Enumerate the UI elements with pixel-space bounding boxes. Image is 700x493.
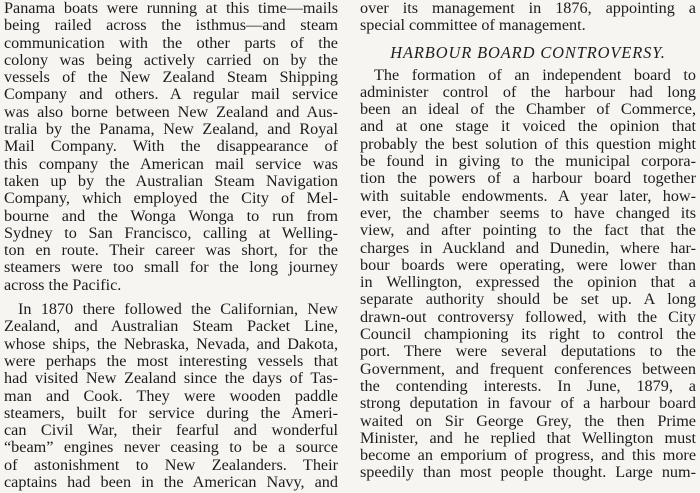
text-line: Panama boats were running at this time—mails [4,0,338,17]
text-line: with suitable endowments. A year later, how- [360,186,696,205]
text-line: Sydney to San Francisco, calling at Welling- [4,223,338,242]
text-line: man and Cook. They were wooden paddle [4,386,338,405]
text-line: drawn-out controversy followed, with the City [360,307,696,326]
left-column [4,0,338,491]
text-line: in Wellington, expressed the opinion that a [360,273,696,292]
text-line: bourne and the Wonga Wonga to run from [4,206,338,225]
text-line: had visited New Zealand since the days of Tas- [4,369,338,388]
text-line: taken up by the Australian Steam Navigation [4,171,338,190]
text-line: administer control of the harbour had long [360,82,696,101]
text-line: tion the powers of a harbour board together [360,169,696,188]
paragraph [360,67,696,482]
text-line: bour boards were operating, were lower than [360,255,696,274]
text-line: Zealand, and Australian Steam Packet Line, [4,317,338,336]
paragraph [4,0,338,294]
text-line: this company the American mail service was [4,154,338,173]
text-line: colony was being actively carried on by the [4,50,338,69]
text-line: were perhaps the most interesting vessels that [4,351,338,370]
text-line: was also borne between New Zealand and Aus- [4,102,338,121]
text-line: The formation of an independent board to [374,65,696,84]
text-line: waited on Sir George Grey, the then Prime [360,411,696,430]
text-line: Company, which employed the City of Mel- [4,189,338,208]
text-line: view, and after pointing to the fact that the [360,221,696,240]
text-line: captains had been in the American Navy, and [4,473,338,492]
text-line: over its management in 1876, appointing a [360,0,696,17]
text-line: probably the best solution of this question might [360,134,696,153]
text-line: be found in giving to the municipal corpora- [360,152,696,171]
text-line: special committee of management. [360,16,586,35]
text-line: port. There were several deputations to the [360,342,696,361]
text-line: strong deputation in favour of a harbour board [360,394,696,413]
text-line: become an emporium of progress, and this more [360,446,696,465]
text-line: ever, the chamber seems to have changed its [360,203,696,222]
text-line: Company and others. A regular mail service [4,85,338,104]
paragraph [4,301,338,491]
text-line: steamers, built for service during the Ameri- [4,403,338,422]
text-line: communication with the other parts of the [4,33,338,52]
text-line: can Civil War, their fearful and wonderful [4,421,338,440]
text-line: steamers were too small for the long journey [4,258,338,277]
text-line: Minister, and he replied that Wellington must [360,428,696,447]
text-line: whose ships, the Nebraska, Nevada, and Dakota, [4,334,338,353]
text-line: Council championing its right to control the [360,325,696,344]
text-line: of astonishment to New Zealanders. Their [4,455,338,474]
right-column [360,0,696,482]
text-line: tralia by the Panama, New Zealand, and Royal [4,120,338,139]
section-heading: HARBOUR BOARD CONTROVERSY. [390,42,666,62]
text-line: ton en route. Their career was short, for the [4,241,338,260]
text-line: the contending interests. In June, 1879, a [360,376,696,395]
text-line: speedily than most people thought. Large num- [360,463,696,482]
paragraph [360,0,696,35]
text-line: and at one stage it voiced the opinion that [360,117,696,136]
text-line: been an ideal of the Chamber of Commerce, [360,100,696,119]
text-line: charges in Auckland and Dunedin, where har- [360,238,696,257]
text-line: Mail Company. With the disappearance of [4,137,338,156]
text-line: separate authority should be set up. A long [360,290,696,309]
text-line: across the Pacific. [4,275,122,294]
text-line: Government, and frequent conferences between [360,359,696,378]
text-line: vessels of the New Zealand Steam Shipping [4,68,338,87]
text-line: “beam” engines never ceasing to be a source [4,438,338,457]
text-line: In 1870 there followed the Californian, New [18,300,338,319]
text-line: being railed across the isthmus—and steam [4,16,338,35]
